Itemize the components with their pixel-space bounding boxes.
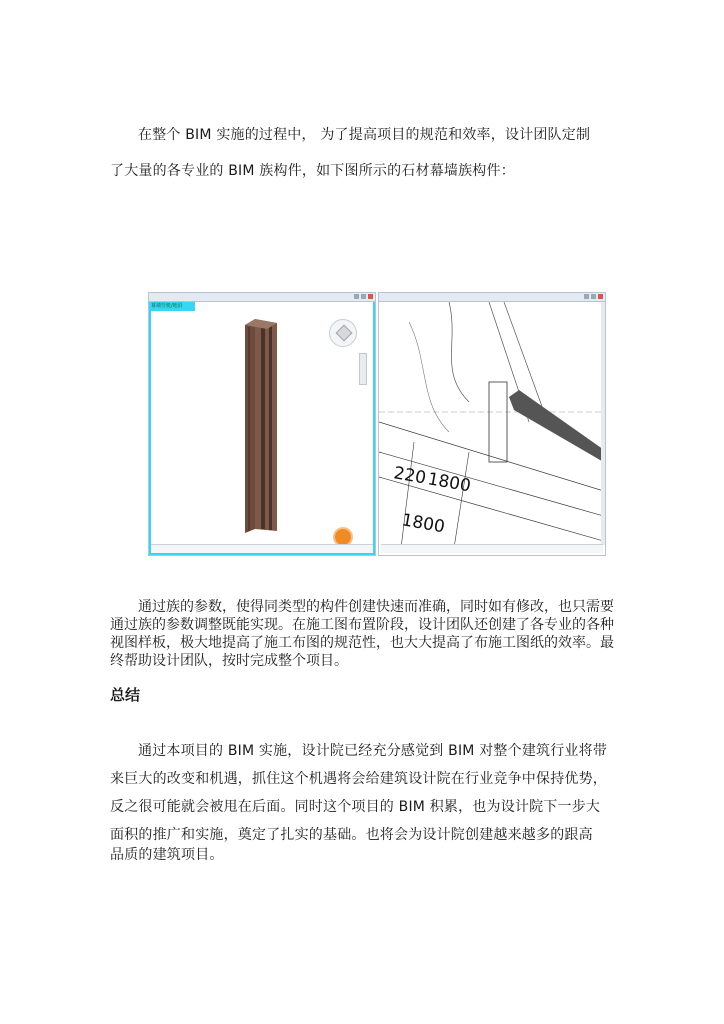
active-view-border-right [373,302,375,555]
section-heading-summary: 总结 [110,686,141,704]
navigation-bar[interactable] [359,353,367,385]
plan-view-pane [378,292,606,556]
3d-view-titlebar [149,293,375,302]
3d-view-pane [148,292,376,556]
paragraph-3-line-2: 来巨大的改变和机遇，抓住这个机遇将会给建筑设计院在行业竞争中保持优势， [110,771,607,787]
maximize-icon [361,294,366,299]
close-icon [598,294,603,299]
maximize-icon [591,294,596,299]
view-control-bar[interactable] [151,544,373,553]
view-control-bar[interactable] [381,544,603,553]
paragraph-3-line-4: 面积的推广和实施，奠定了扎实的基础。也将会为设计院创建越来越多的跟高 [110,827,593,843]
minimize-icon [584,294,589,299]
paragraph-1-line-1: 在整个 BIM 实施的过程中， 为了提高项目的规范和效率，设计团队定制 [138,127,591,143]
paragraph-1-line-2: 了大量的各专业的 BIM 族构件，如下图所示的石材幕墙族构件： [110,163,515,179]
floor-plan-drawing [379,302,606,548]
view-label-tag: 幕墙竖梃/地沿 [149,302,195,311]
minimize-icon [354,294,359,299]
active-view-border-bottom [149,553,375,555]
dimension-text-220: 220 [392,463,428,489]
paragraph-3-line-1: 通过本项目的 BIM 实施，设计院已经充分感觉到 BIM 对整个建筑行业将带 [138,743,608,759]
steering-wheel-icon[interactable] [335,529,351,545]
vertical-scrollbar[interactable] [601,302,605,545]
paragraph-3-line-3: 反之很可能就会被甩在后面。同时这个项目的 BIM 积累，也为设计院下一步大 [110,799,601,815]
close-icon [368,294,373,299]
active-view-border [149,302,151,555]
paragraph-2: 通过族的参数，使得同类型的构件创建快速而准确，同时如有修改，也只需要通过族的参数调整既能实现。在施工图布置阶段，设计团队还创建了各专业的各种视图样板，极大地提高了施工布图的规范性，也大大提高了布施工图纸的效率。最终帮助设计团队，按时完成整个项目。 [110,599,614,669]
revit-screenshot-figure [148,292,606,556]
dimension-text-1800-b: 1800 [400,510,447,538]
plan-view-titlebar [379,293,605,302]
dimension-text-1800-a: 1800 [426,469,473,497]
view-cube-icon[interactable] [329,319,357,347]
paragraph-3-line-5: 品质的建筑项目。 [110,847,224,863]
curtain-wall-mullion-model [237,315,287,535]
